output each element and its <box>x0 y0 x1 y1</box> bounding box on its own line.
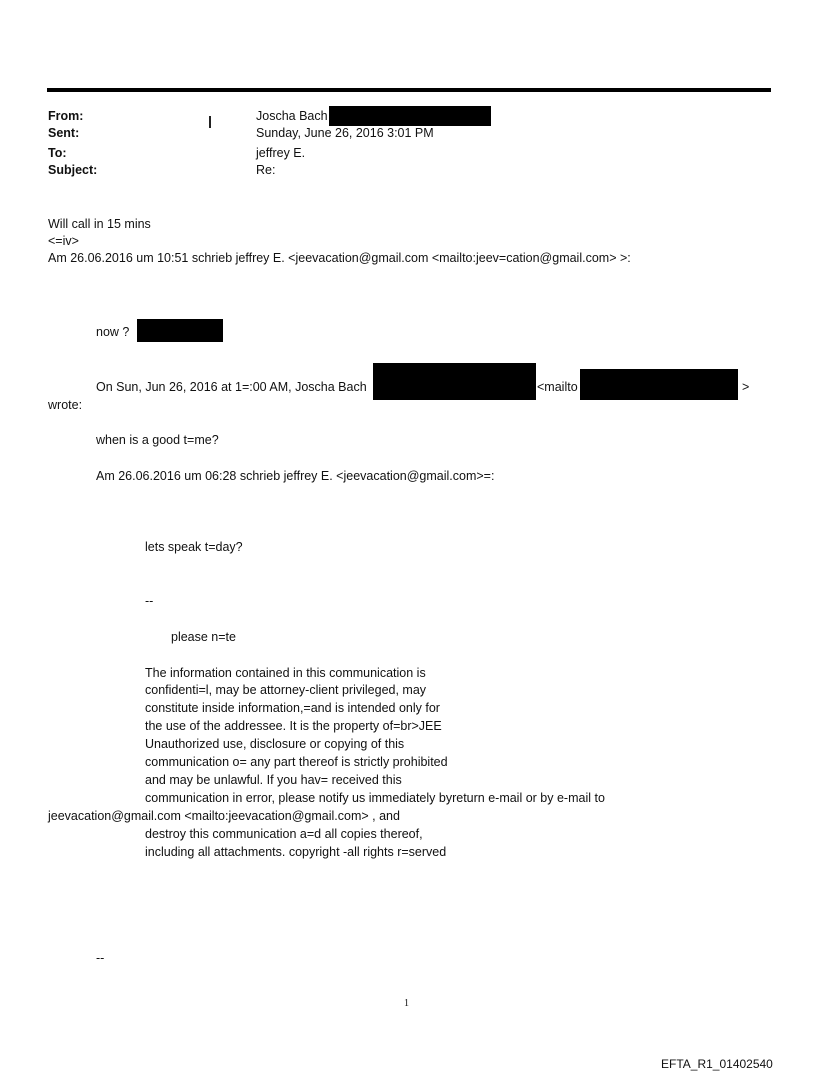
signature-separator: -- <box>145 594 154 608</box>
sent-label: Sent: <box>48 126 80 140</box>
disclaimer-line: communication in error, please notify us immediately byreturn e-mail or by e-mail to <box>145 791 605 805</box>
quoted-header: Am 26.06.2016 um 10:51 schrieb jeffrey E. <jeevacation@gmail.com <mailto:jeev=cation@gmail.com> >: <box>48 251 631 265</box>
body-line: Will call in 15 mins <box>48 217 151 231</box>
body-line: please n=te <box>171 630 236 644</box>
redaction-box <box>329 106 491 126</box>
disclaimer-line: The information contained in this communication is <box>145 666 426 680</box>
quoted-header: Am 26.06.2016 um 06:28 schrieb jeffrey E. <jeevacation@gmail.com>=: <box>96 469 495 483</box>
redaction-box <box>137 319 223 342</box>
body-line: <=iv> <box>48 234 79 248</box>
disclaimer-email-line: jeevacation@gmail.com <mailto:jeevacation@gmail.com> , and <box>48 809 400 823</box>
disclaimer-line: destroy this communication a=d all copies thereof, <box>145 827 423 841</box>
quoted-header-mailto: <mailto <box>537 380 578 394</box>
from-value: Joscha Bach <box>256 109 328 123</box>
disclaimer-line: and may be unlawful. If you hav= received this <box>145 773 402 787</box>
subject-value: Re: <box>256 163 276 177</box>
page-number: 1 <box>404 998 409 1009</box>
disclaimer-line: constitute inside information,=and is intended only for <box>145 701 440 715</box>
text-cursor <box>209 116 211 128</box>
sent-value: Sunday, June 26, 2016 3:01 PM <box>256 126 434 140</box>
to-value: jeffrey E. <box>256 146 306 160</box>
body-line: now ? <box>96 325 130 339</box>
redaction-box <box>580 369 738 400</box>
redaction-box <box>373 363 536 400</box>
body-line: lets speak t=day? <box>145 540 243 554</box>
disclaimer-line: the use of the addressee. It is the property of=br>JEE <box>145 719 442 733</box>
subject-label: Subject: <box>48 163 98 177</box>
quoted-header-end: > <box>742 380 750 394</box>
disclaimer-line: communication o= any part thereof is strictly prohibited <box>145 755 448 769</box>
quoted-header-wrote: wrote: <box>48 398 83 412</box>
from-label: From: <box>48 109 84 123</box>
disclaimer-line: Unauthorized use, disclosure or copying of this <box>145 737 405 751</box>
disclaimer-line: confidenti=l, may be attorney-client privileged, may <box>145 683 427 697</box>
header-rule <box>47 88 771 92</box>
body-line: when is a good t=me? <box>96 433 219 447</box>
disclaimer-line: including all attachments. copyright -all rights r=served <box>145 845 447 859</box>
document-id: EFTA_R1_01402540 <box>661 1057 773 1071</box>
to-label: To: <box>48 146 67 160</box>
quoted-header: On Sun, Jun 26, 2016 at 1=:00 AM, Joscha Bach <box>96 380 367 394</box>
signature-separator: -- <box>96 951 105 965</box>
